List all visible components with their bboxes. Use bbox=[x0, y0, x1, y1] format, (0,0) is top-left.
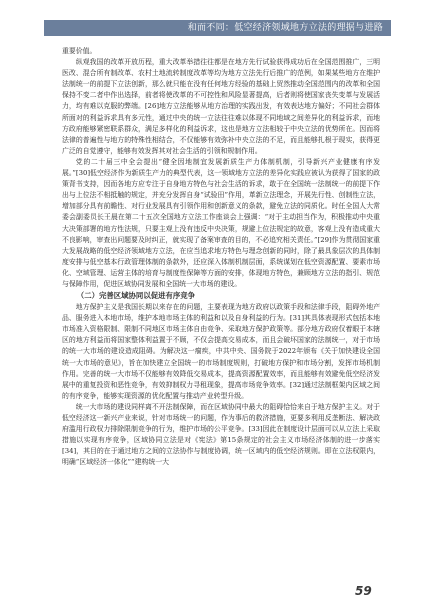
paragraph-unified-market: 统一大市场的建设同样离不开法制保障，而在区域协同中最大的阻碍恰恰来自于地方保护主义。对于低空经济这一新兴产业来说，针对市场统一的问题，作为事后的救济措施，更要多利用反垄断法、解决政府滥用行政权力排除限制竞争的行为，维护市场的公平竞争。[33]因此在制度设计层面可以从立法上采取措施以实现有序竞争，区域协同立法是对《宪法》第15条规定的社会主义市场经济体制的进一步落实[34]，其目的在于通过地方之间的立法协作与制度协调，统一区域内的低空经济规则。即在立法权限内，明确“区域经济一体化”“建构统一大 bbox=[62, 402, 380, 467]
paragraph-reform-history: 纵观我国的改革开放历程，重大改革举措往往都是在地方先行试验获得成功后在全国范围推广，三明医改、混合所有制改革、农村土地流转制度改革等均为地方立法先行后推广的范例，如果某些地方在维护法制统一的前提下立法创新，那么就只能在没有任何地方经验的基础上贸然推动全国范围内的改革和全国保持不变二者中作出选择，前者将使改革的不可控性和风险显著提高，后者则将使国家丧失变革与发展活力，均有难以克服的弊端。[26]地方立法能够从地方治理的实践出发，有效表达地方偏好；不同社会群体所面对的利益诉求具有多元性，通过中央的统一立法往往难以体现不同地域之间差异化的利益诉求，而地方政府能够紧密联系群众，满足多样化的利益诉求，这也是地方立法相较于中央立法的优势所在。因而将法律的普遍性与地方的特殊性相结合，不仅能够有效弥补中央立法的不足，而且能够扎根于现实，获得更广泛的自觉遵守，能够有效发挥其对社会生活的引领和规制作用。 bbox=[62, 58, 380, 155]
paragraph-continuation: 重要价值。 bbox=[62, 47, 97, 55]
running-header-title: 和而不同：低空经济领域地方立法的理据与进路 bbox=[187, 23, 383, 33]
page-number: 59 bbox=[355, 584, 372, 598]
paragraph-local-protectionism: 地方保护主义是我国长期以来存在的问题，主要表现为地方政府以政策手段和法律手段，阻碍外地产品、服务进入本地市场，维护本地市场主体的利益和以及自身利益的行为。[31]其具体表现形式包括本地市场准入资格限制、限制不同地区市场主体自由竞争、采取地方保护政策等。部分地方政府仅着眼于本辖区的地方利益而将国家整体利益置于不顾，不仅会提高交易成本，而且会破坏国家的法制统一，对于市场的统一大市场的建设造成阻碍。为解决这一痼疾，中共中央、国务院于2022年颁布《关于加快建设全国统一大市场的意见》，旨在加快建立全国统一的市场制度规则，打破地方保护和市场分割，发挥市场机制作用。完善的统一大市场不仅能够有效降低交易成本，提高资源配置效率，而且能够有效避免低空经济发展中的重复投资和恶性竞争，有效抑制权力寻租现象，提高市场竞争效率。[32]通过法制框架内区域之间的有序竞争，能够实现资源的优化配置与推动产业转型升级。 bbox=[62, 303, 380, 400]
running-header-bar bbox=[44, 20, 391, 36]
section-heading-regional-coordination: （二）完善区域协同以促进有序竞争 bbox=[76, 291, 196, 301]
article-body bbox=[62, 46, 380, 586]
paragraph-new-productivity: 党的二十届三中全会提出“健全因地制宜发展新质生产力体制机制，引导新兴产业健康有序发展。”[30]低空经济作为新质生产力的典型代表，这一领域地方立法的差异化实践应被认为获得了国家的政策背书支持，因而各地方应专注于自身地方特色与社会生活的诉求，敢于在全国统一法制统一的前提下作出与上位法不相抵触的规定，并充分发挥自身“试验田”作用，革新立法理念，开展先行性、创制性立法，增加部分具有前瞻性、对行业发展具有引领作用和创新意义的条款，避免立法的同质化。时任全国人大常委会副委员长王晨在第二十五次全国地方立法工作座谈会上强调：“对于主动担当作为，积极推动中央重大决策部署的地方性法规，只要主观上没有违反中央决策，规避上位法规定的故意，客观上没有造成重大不良影响，审查出问题要及时纠正，就实现了备案审查的目的，不必追究相关责任。”[29]作为贯彻国家重大发展战略的低空经济领域地方立法，在应当追求地方特色与理念创新的同时，除了最具象层次的具体制度安排与低空基本行政管理体制的条款外，还应深入体制机制层面，系统谋划在低空资源配置、要素市场化、空域管理、运营主体的培育与制度性保障等方面的安排，体现地方特色，兼顾地方立法的指引、规范与保障作用，促进区域协同发展和全国统一大市场的建设。 bbox=[62, 157, 380, 288]
